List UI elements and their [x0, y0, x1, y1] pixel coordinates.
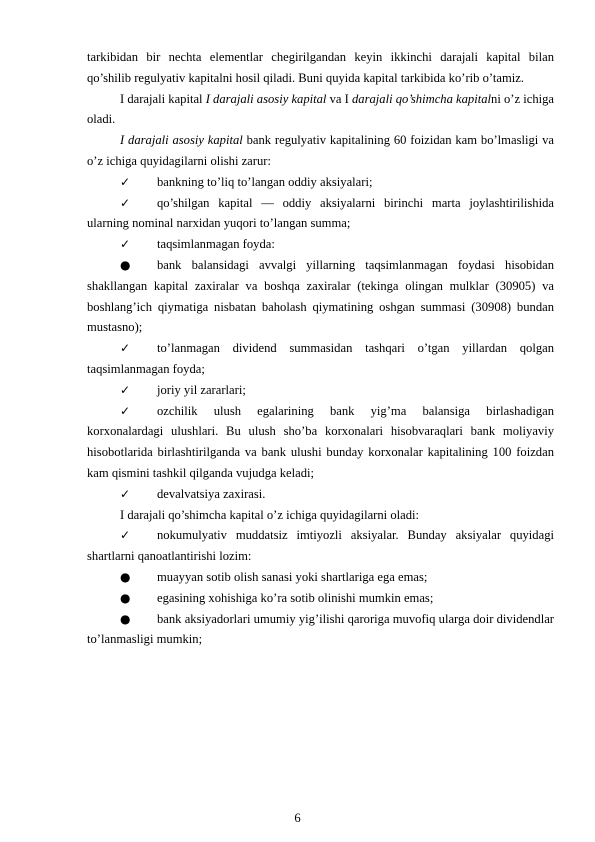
- list-item: [87, 193, 554, 235]
- bullet-icon: ●: [120, 590, 131, 605]
- text-run: bank regulyativ kapitalining 60 foizidan kam bo’lmasligi va o’z ichiga quyidagilarni olishi zarur:: [87, 133, 554, 168]
- checkmark-icon: ✓: [120, 528, 131, 543]
- italic-term: I darajali asosiy kapital: [120, 133, 243, 148]
- text-run: ni o’z ichiga oladi.: [87, 91, 554, 127]
- list-item-text: qo’shilgan kapital — oddiy aksiyalarni birinchi marta joylashtirilishida ularning nominal narxidan yuqori to’langan summa;: [87, 195, 554, 231]
- list-item-text: taqsimlanmagan foyda:: [157, 237, 275, 252]
- list-item-text: devalvatsiya zaxirasi.: [157, 486, 266, 501]
- bullet-icon: ●: [120, 257, 131, 272]
- paragraph-intro: tarkibidan bir nechta elementlar chegirilgandan keyin ikkinchi darajali kapital bilan qo’shilib regulyativ kapitalni hosil qiladi. Buni quyida kapital tarkibida ko’rib o’tamiz.: [87, 50, 554, 85]
- paragraph-additional-capital: I darajali qo’shimcha kapital o’z ichiga quyidagilarni oladi:: [120, 507, 420, 522]
- text-run: I darajali kapital: [120, 91, 206, 106]
- list-item: [87, 255, 554, 338]
- list-item-text: egasining xohishiga ko’ra sotib olinishi mumkin emas;: [157, 590, 434, 605]
- list-item-text: bankning to’liq to’langan oddiy aksiyalari;: [157, 174, 373, 189]
- checkmark-icon: ✓: [120, 174, 131, 189]
- text-run: va I: [326, 91, 352, 106]
- list-item: [87, 401, 554, 484]
- list-item: [87, 172, 554, 193]
- checkmark-icon: ✓: [120, 403, 131, 418]
- list-item: [87, 525, 554, 567]
- list-item-text: ozchilik ulush egalarining bank yig’ma balansiga birlashadigan korxonalardagi ulushlari. Bu ulush sho’ba korxonalari hisobvaraqlari bank moliyaviy hisobotlarida birlashtirilganda va bank ulushi bunday korxonalar kapitalining 100 foizdan kam qismini tashkil qilganda vujudga keladi;: [87, 403, 554, 480]
- list-item-text: nokumulyativ muddatsiz imtiyozli aksiyalar. Bunday aksiyalar quyidagi shartlarni qanoatlantirishi lozim:: [87, 528, 554, 564]
- list-item: [87, 338, 554, 380]
- bullet-icon: ●: [120, 569, 131, 584]
- italic-term: I darajali asosiy kapital: [205, 91, 327, 106]
- checkmark-icon: ✓: [120, 341, 131, 356]
- list-item-text: bank balansidagi avvalgi yillarning taqsimlanmagan foydasi hisobidan shakllangan kapital zaxiralar va boshqa zaxiralar (tekinga olingan mulklar (30905) va boshlang’ich qiymatiga nisbatan baholash qiymatining oshgan summasi (30908) bundan mustasno);: [87, 257, 554, 335]
- page-body: [87, 47, 554, 650]
- list-item: [87, 380, 554, 401]
- list-item: [87, 484, 554, 505]
- list-item: [87, 567, 554, 588]
- checkmark-icon: ✓: [120, 237, 131, 252]
- checkmark-icon: ✓: [120, 195, 131, 210]
- list-item: [87, 234, 554, 255]
- paragraph-core-capital: [87, 130, 554, 172]
- checkmark-icon: ✓: [120, 486, 131, 501]
- list-item-text: muayyan sotib olish sanasi yoki shartlariga ega emas;: [157, 569, 428, 584]
- list-item-text: to’lanmagan dividend summasidan tashqari o’tgan yillardan qolgan taqsimlanmagan foyda;: [87, 341, 554, 376]
- page-number: 6: [294, 811, 301, 825]
- italic-term: darajali qo’shimcha kapital: [352, 91, 492, 106]
- list-item: [87, 588, 554, 609]
- list-item-text: joriy yil zararlari;: [157, 382, 246, 397]
- list-item-text: bank aksiyadorlari umumiy yig’ilishi qaroriga muvofiq ularga doir dividendlar to’lanmasligi mumkin;: [87, 611, 554, 647]
- checkmark-icon: ✓: [120, 382, 131, 397]
- paragraph-tier1-definition: [87, 89, 554, 131]
- list-item: [87, 609, 554, 651]
- bullet-icon: ●: [120, 611, 131, 626]
